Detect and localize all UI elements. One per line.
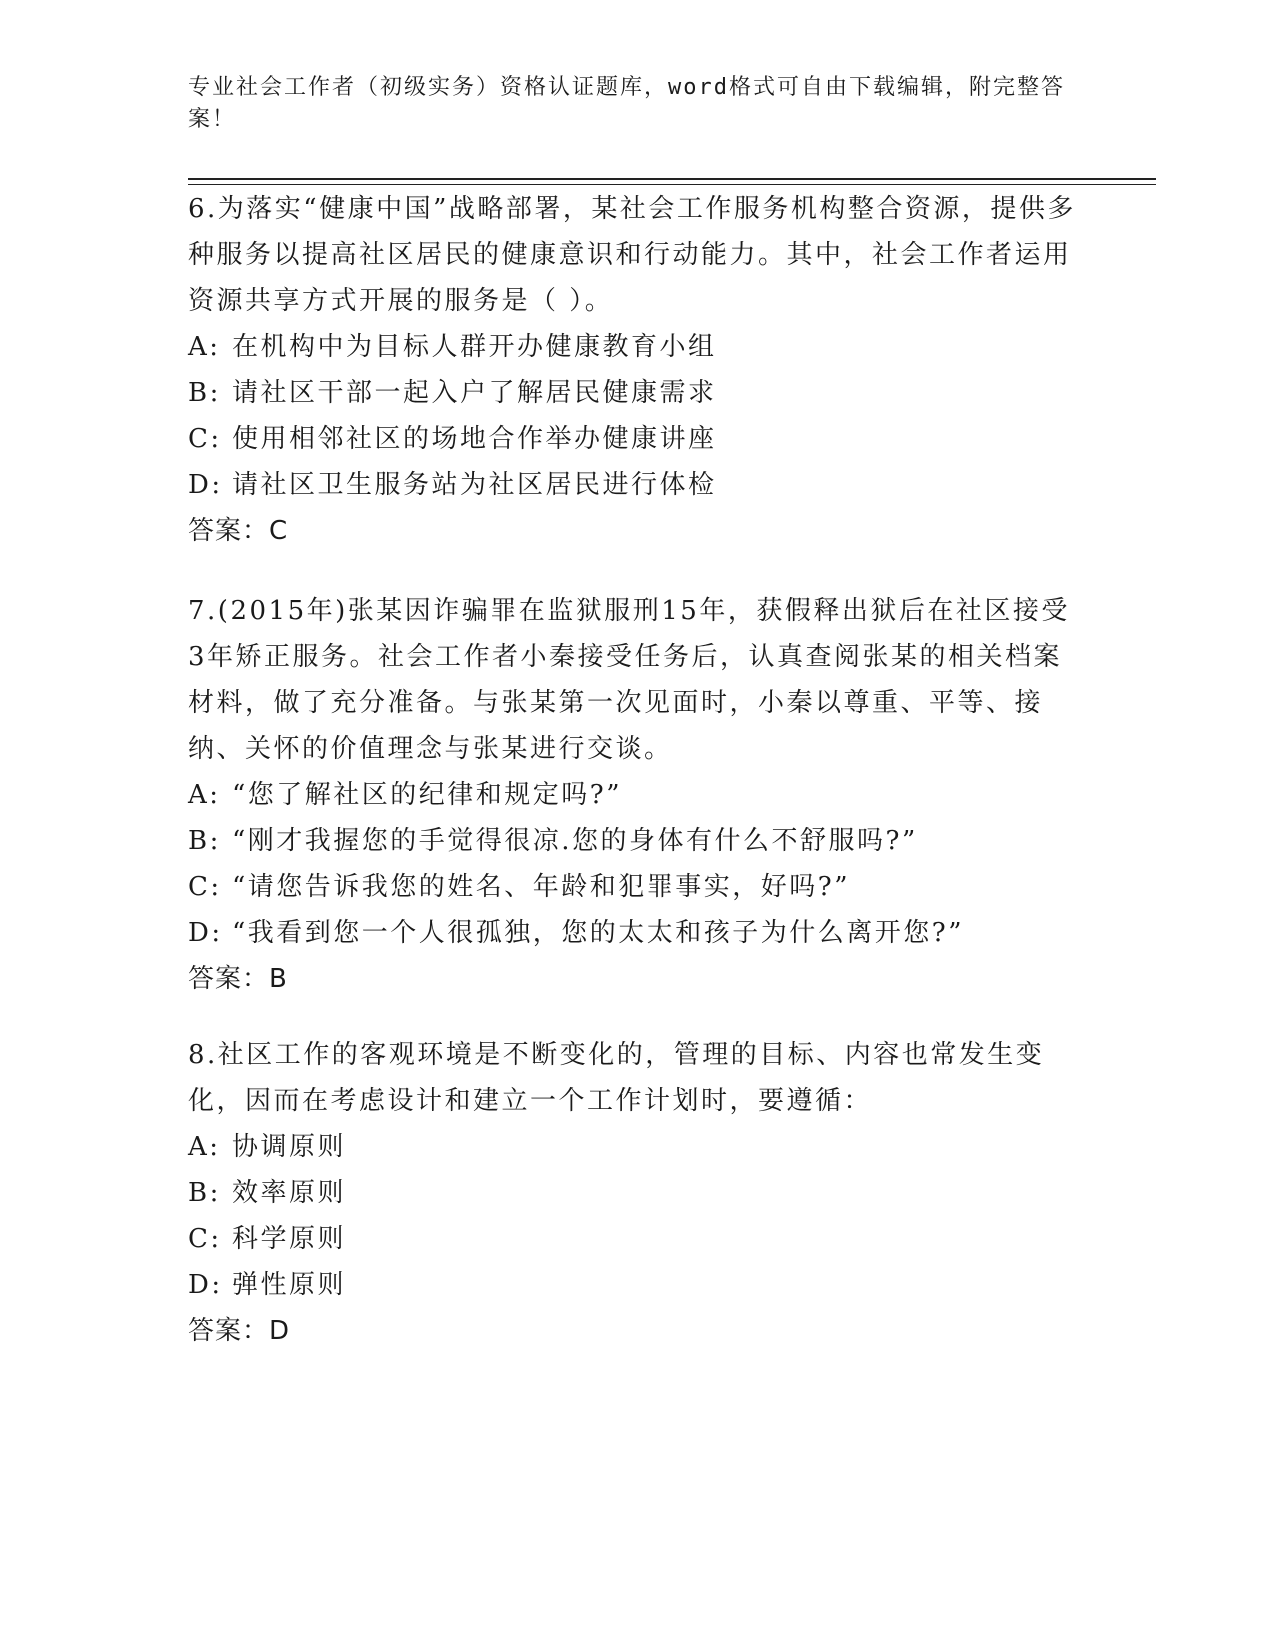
option-b	[188, 1170, 1088, 1216]
question-6	[188, 186, 1088, 554]
question-stem: 7.(2015年)张某因诈骗罪在监狱服刑15年，获假释出狱后在社区接受3年矫正服务。社会工作者小秦接受任务后，认真查阅张某的相关档案材料，做了充分准备。与张某第一次见面时，小秦以尊重、平等、接纳、关怀的价值理念与张某进行交谈。	[188, 596, 1070, 764]
option-key: A:	[188, 1132, 221, 1162]
option-key: A:	[188, 332, 221, 362]
option-c	[188, 864, 1088, 910]
option-d	[188, 1262, 1088, 1308]
header-divider-thick	[188, 178, 1156, 180]
answer: 答案：C	[188, 516, 289, 546]
question-8	[188, 1032, 1088, 1354]
answer: 答案：B	[188, 964, 288, 994]
option-text: 协调原则	[232, 1132, 347, 1162]
option-text: 弹性原则	[232, 1270, 347, 1300]
document-header: 专业社会工作者（初级实务）资格认证题库，word格式可自由下载编辑，附完整答案！	[188, 75, 1065, 132]
option-key: C:	[188, 872, 222, 902]
option-key: D:	[188, 918, 223, 948]
option-text: 使用相邻社区的场地合作举办健康讲座	[232, 424, 717, 454]
option-text: “您了解社区的纪律和规定吗?”	[232, 780, 623, 810]
option-key: A:	[188, 780, 221, 810]
option-c	[188, 416, 1088, 462]
option-text: “请您告诉我您的姓名、年龄和犯罪事实，好吗?”	[232, 872, 851, 902]
option-key: B:	[188, 826, 221, 856]
option-b	[188, 818, 1088, 864]
option-c	[188, 1216, 1088, 1262]
option-text: 科学原则	[232, 1224, 347, 1254]
answer: 答案：D	[188, 1316, 291, 1346]
option-text: 在机构中为目标人群开办健康教育小组	[232, 332, 717, 362]
option-b	[188, 370, 1088, 416]
option-key: C:	[188, 424, 222, 454]
header-divider-thin	[188, 184, 1156, 185]
option-d	[188, 910, 1088, 956]
option-a	[188, 1124, 1088, 1170]
option-text: “我看到您一个人很孤独，您的太太和孩子为什么离开您?”	[232, 918, 965, 948]
option-text: 效率原则	[232, 1178, 347, 1208]
option-text: 请社区卫生服务站为社区居民进行体检	[232, 470, 717, 500]
question-7	[188, 588, 1088, 1002]
question-stem: 8.社区工作的客观环境是不断变化的，管理的目标、内容也常发生变化，因而在考虑设计和建立一个工作计划时，要遵循：	[188, 1040, 1045, 1116]
option-key: C:	[188, 1224, 222, 1254]
option-key: B:	[188, 378, 221, 408]
option-key: D:	[188, 470, 223, 500]
option-text: “刚才我握您的手觉得很凉.您的身体有什么不舒服吗?”	[232, 826, 918, 856]
option-key: D:	[188, 1270, 223, 1300]
option-text: 请社区干部一起入户了解居民健康需求	[232, 378, 717, 408]
option-d	[188, 462, 1088, 508]
option-key: B:	[188, 1178, 221, 1208]
option-a	[188, 772, 1088, 818]
option-a	[188, 324, 1088, 370]
question-stem: 6.为落实“健康中国”战略部署，某社会工作服务机构整合资源，提供多种服务以提高社区居民的健康意识和行动能力。其中，社会工作者运用资源共享方式开展的服务是（ ）。	[188, 194, 1076, 316]
